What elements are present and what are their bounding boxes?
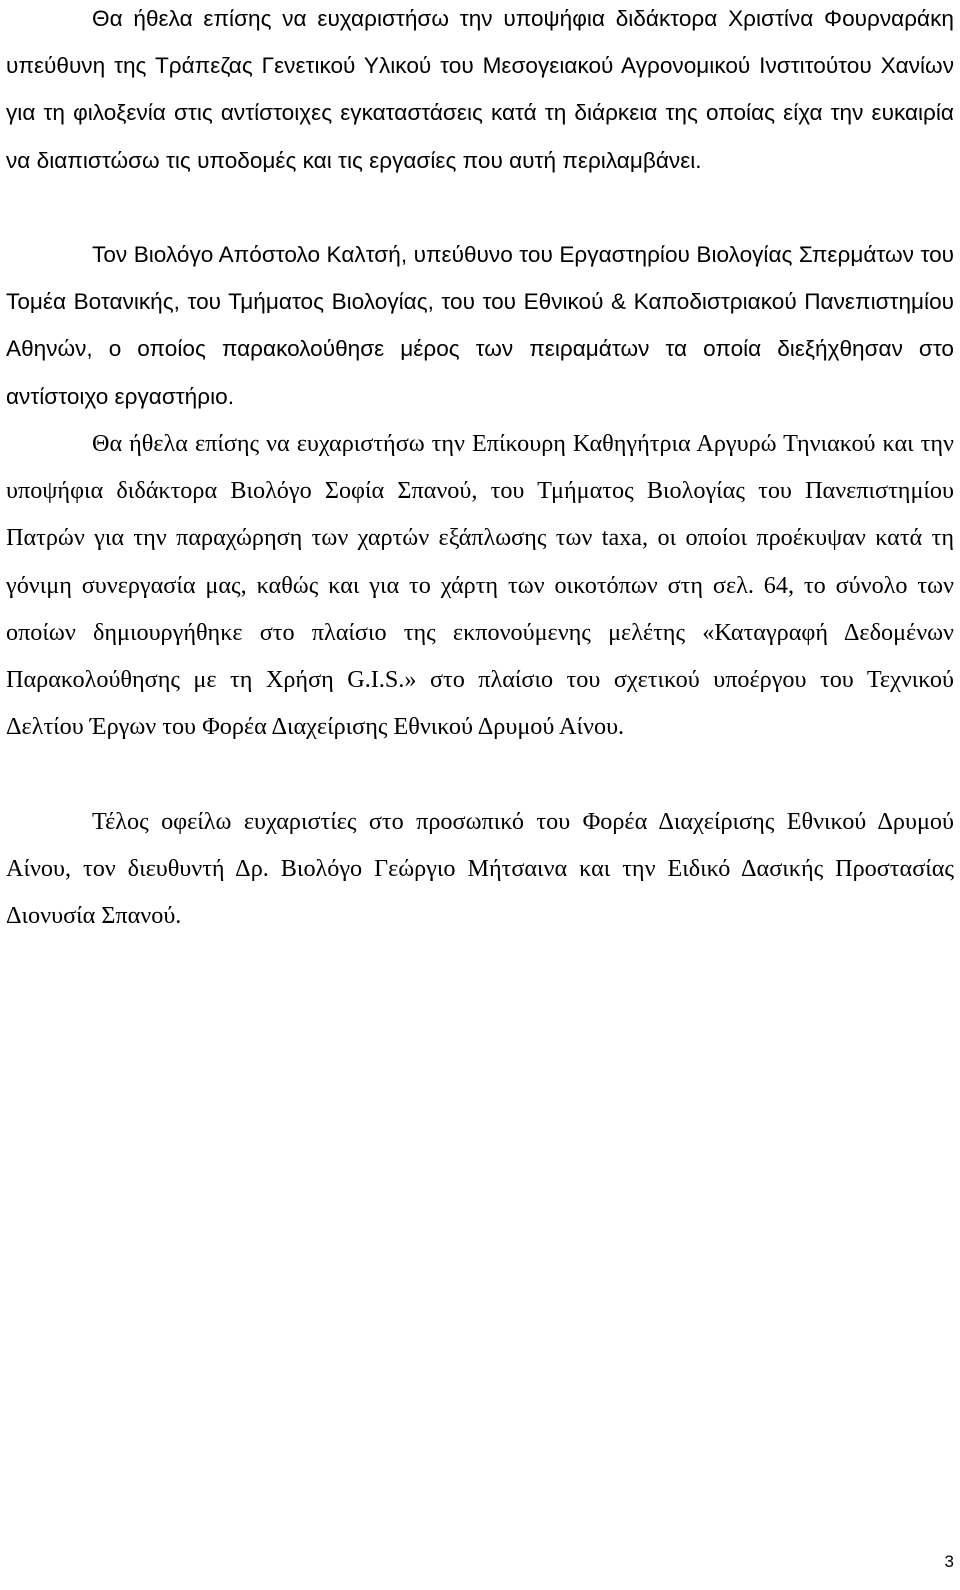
paragraph-4: Τέλος οφείλω ευχαριστίες στο προσωπικό του Φορέα Διαχείρισης Εθνικού Δρυμού Αίνου, τον διευθυντή Δρ. Βιολόγο Γεώργιο Μήτσαινα και την Ειδικό Δασικής Προστασίας Διονυσία Σπανού.: [6, 808, 954, 930]
paragraph-3: Θα ήθελα επίσης να ευχαριστήσω την Επίκουρη Καθηγήτρια Αργυρώ Τηνιακού και την υποψήφια διδάκτορα Βιολόγο Σοφία Σπανού, του Τμήματος Βιολογίας του Πανεπιστημίου Πατρών για την παραχώρηση των χαρτών εξάπλωσης των taxa, οι οποίοι προέκυψαν κατά τη γόνιμη συνεργασία μας, καθώς και για το χάρτη των οικοτόπων στη σελ. 64, το σύνολο των οποίων δημιουργήθηκε στο πλαίσιο της εκπονούμενης μελέτης «Καταγραφή Δεδομένων Παρακολούθησης με τη Χρήση G.I.S.» στο πλαίσιο του σχετικού υποέργου του Τεχνικού Δελτίου Έργων του Φορέα Διαχείρισης Εθνικού Δρυμού Αίνου.: [6, 430, 954, 741]
page-number: 3: [944, 1552, 954, 1571]
paragraph-2: Τον Βιολόγο Απόστολο Καλτσή, υπεύθυνο του Εργαστηρίου Βιολογίας Σπερμάτων του Τομέα Βοτανικής, του Τμήματος Βιολογίας, του του Εθνικού & Καποδιστριακού Πανεπιστημίου Αθηνών, ο οποίος παρακολούθησε μέρος των πειραμάτων τα οποία διεξήχθησαν στο αντίστοιχο εργαστήριο.: [6, 242, 954, 409]
paragraph-1: Θα ήθελα επίσης να ευχαριστήσω την υποψήφια διδάκτορα Χριστίνα Φουρναράκη υπεύθυνη της Τράπεζας Γενετικού Υλικού του Μεσογειακού Αγρονομικού Ινστιτούτου Χανίων για τη φιλοξενία στις αντίστοιχες εγκαταστάσεις κατά τη διάρκεια της οποίας είχα την ευκαιρία να διαπιστώσω τις υποδομές και τις εργασίες που αυτή περιλαμβάνει.: [6, 6, 954, 173]
document-page: [6, 0, 954, 1590]
